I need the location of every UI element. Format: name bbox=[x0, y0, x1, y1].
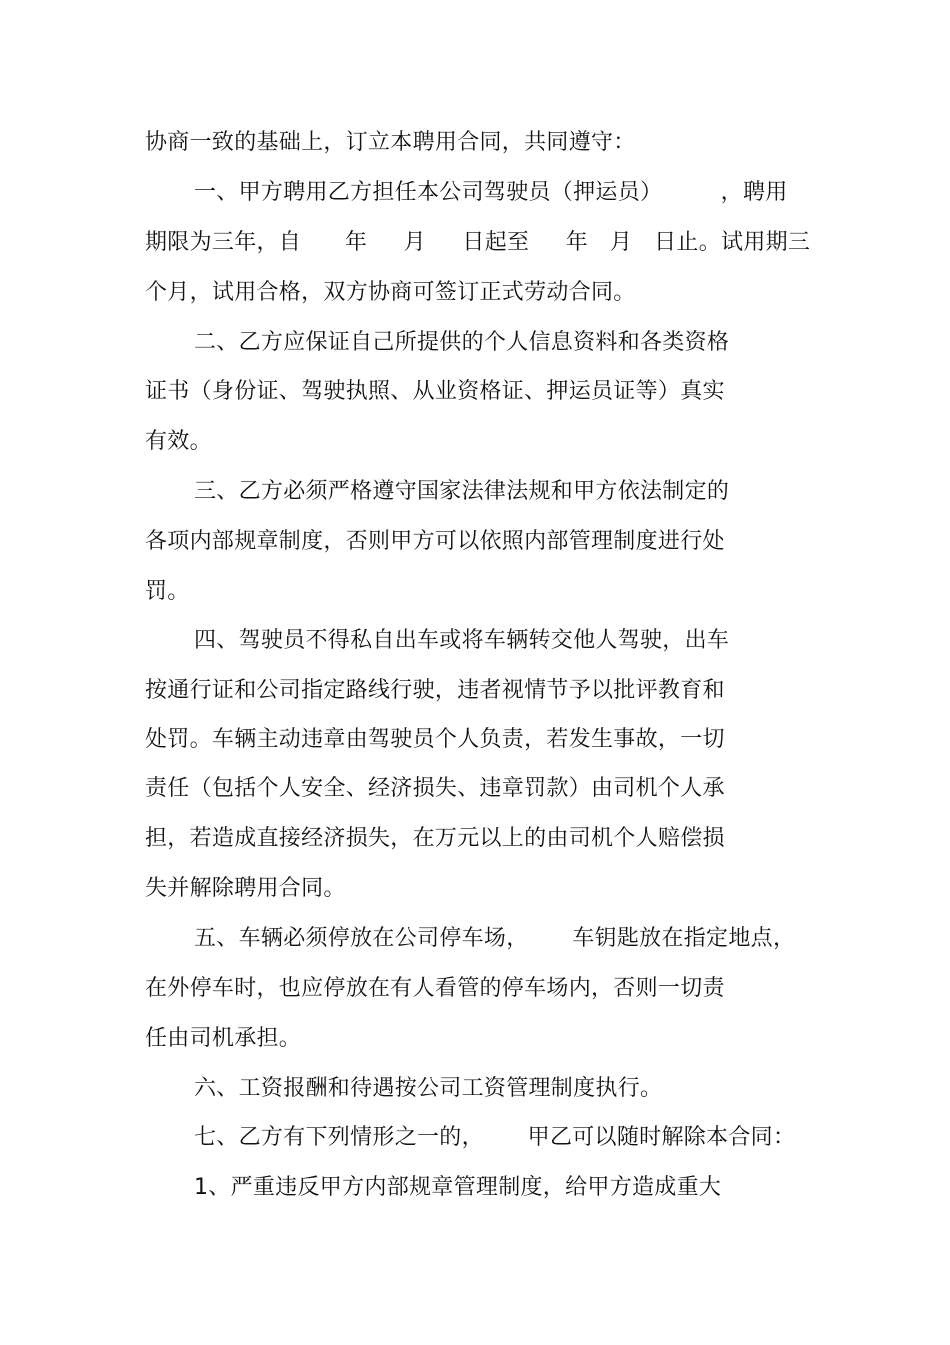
text-line-18: 在外停车时，也应停放在有人看管的停车场内，否则一切责 bbox=[145, 976, 725, 1001]
text-line-1: 协商一致的基础上，订立本聘用合同，共同遵守： bbox=[145, 130, 636, 155]
text-line-22: 1、严重违反甲方内部规章管理制度，给甲方造成重大 bbox=[194, 1175, 722, 1200]
text-line-6: 证书（身份证、驾驶执照、从业资格证、押运员证等）真实 bbox=[145, 379, 725, 404]
text-line-2: 一、甲方聘用乙方担任本公司驾驶员（押运员） ，聘用 bbox=[194, 180, 788, 205]
text-line-21: 七、乙方有下列情形之一的， 甲乙可以随时解除本合同： bbox=[194, 1125, 796, 1150]
text-line-4: 个月，试用合格，双方协商可签订正式劳动合同。 bbox=[145, 280, 636, 305]
text-line-13: 处罚。车辆主动违章由驾驶员个人负责，若发生事故，一切 bbox=[145, 727, 725, 752]
text-line-19: 任由司机承担。 bbox=[145, 1026, 302, 1051]
text-line-3: 期限为三年，自 年 月 日起至 年 月 日止。试用期三 bbox=[145, 230, 811, 255]
text-line-17: 五、车辆必须停放在公司停车场， 车钥匙放在指定地点， bbox=[194, 926, 796, 951]
text-line-14: 责任（包括个人安全、经济损失、违章罚款）由司机个人承 bbox=[145, 776, 725, 801]
text-line-10: 罚。 bbox=[145, 579, 190, 604]
text-line-12: 按通行证和公司指定路线行驶，违者视情节予以批评教育和 bbox=[145, 678, 725, 703]
text-line-9: 各项内部规章制度，否则甲方可以依照内部管理制度进行处 bbox=[145, 529, 725, 554]
text-line-11: 四、驾驶员不得私自出车或将车辆转交他人驾驶，出车 bbox=[194, 628, 730, 653]
text-line-20: 六、工资报酬和待遇按公司工资管理制度执行。 bbox=[194, 1076, 663, 1101]
text-line-15: 担，若造成直接经济损失，在万元以上的由司机个人赔偿损 bbox=[145, 826, 725, 851]
text-line-16: 失并解除聘用合同。 bbox=[145, 876, 346, 901]
text-line-8: 三、乙方必须严格遵守国家法律法规和甲方依法制定的 bbox=[194, 479, 730, 504]
text-line-5: 二、乙方应保证自己所提供的个人信息资料和各类资格 bbox=[194, 330, 730, 355]
text-line-7: 有效。 bbox=[145, 429, 212, 454]
